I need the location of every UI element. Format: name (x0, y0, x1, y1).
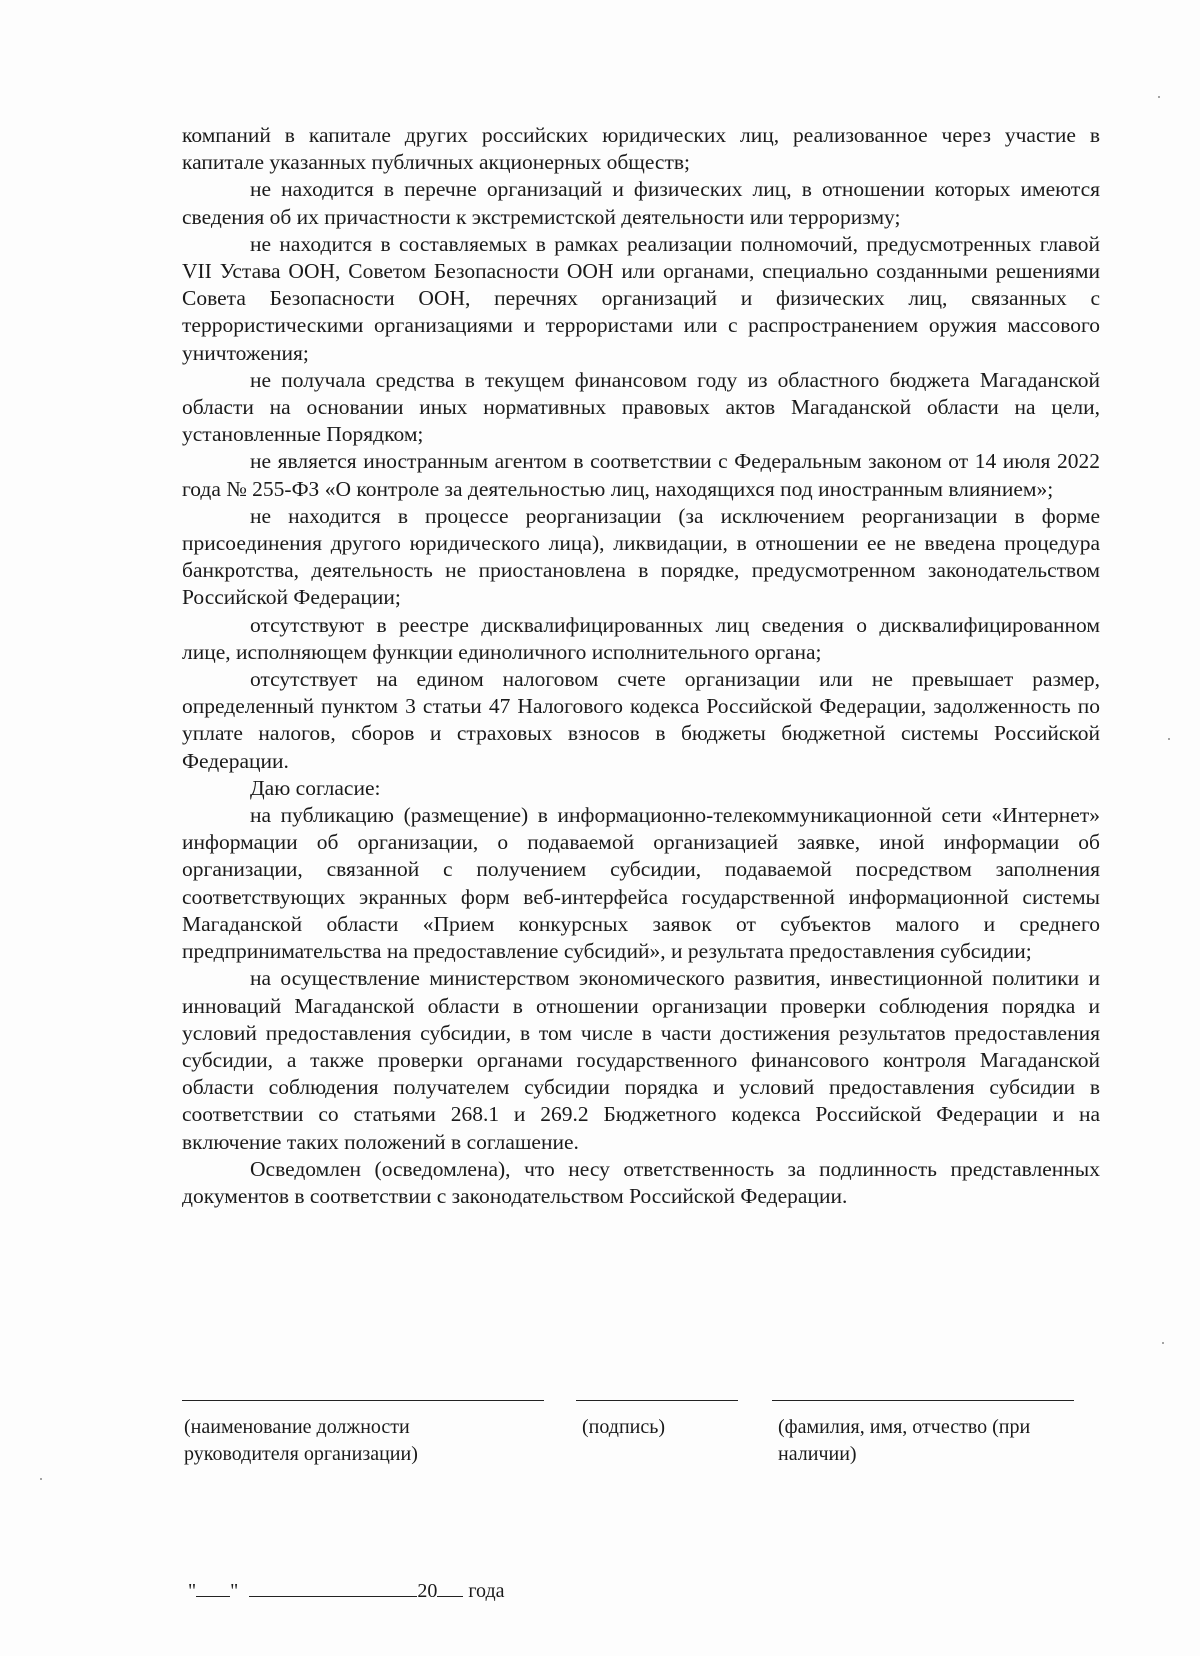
paragraph-2: не находится в перечне организаций и физических лиц, в отношении которых имеются сведения об их причастности к экстремистской деятельности или терроризму; (182, 177, 1100, 229)
full-name-caption-line-1: (фамилия, имя, отчество (при (778, 1416, 1031, 1438)
position-caption-line-2: руководителя организации) (184, 1443, 418, 1465)
paragraph-10: на публикацию (размещение) в информационно-телекоммуникационной сети «Интернет» информации об организации, о подаваемой организацией заявке, иной информации об организации, связанной с получением субсидии, подаваемой посредством заполнения соответствующих экранных форм веб-интерфейса государственной информационной системы Магаданской области «Прием конкурсных заявок от субъектов малого и среднего предпринимательства на предоставление субсидий», и результата предоставления субсидии; (182, 803, 1100, 964)
date-line (188, 1578, 505, 1603)
position-caption (184, 1414, 524, 1468)
signature-line (576, 1400, 738, 1401)
paragraph-9: Даю согласие: (250, 775, 381, 800)
full-name-caption (778, 1414, 1078, 1468)
paragraph-6: не находится в процессе реорганизации (за исключением реорганизации в форме присоединения другого юридического лица), ликвидации, в отношении ее не введена процедура банкротства, деятельность не приостановлена в порядке, предусмотренном законодательством Российской Федерации; (182, 503, 1100, 610)
scan-speck (1162, 1342, 1164, 1344)
paragraph-11: на осуществление министерством экономического развития, инвестиционной политики и инноваций Магаданской области в отношении организации проверки соблюдения порядка и условий предоставления субсидии, в том числе в части достижения результатов предоставления субсидии, а также проверки органами государственного финансового контроля Магаданской области соблюдения получателем субсидии порядка и условий предоставления субсидии в соответствии со статьями 268.1 и 269.2 Бюджетного кодекса Российской Федерации и на включение таких положений в соглашение. (182, 966, 1100, 1154)
date-year-blank (437, 1578, 463, 1597)
paragraph-4: не получала средства в текущем финансовом году из областного бюджета Магаданской области на основании иных нормативных правовых актов Магаданской области на цели, установленные Порядком; (182, 367, 1100, 447)
scan-speck (1168, 738, 1170, 740)
paragraph-7: отсутствуют в реестре дисквалифицированных лиц сведения о дисквалифицированном лице, исполняющем функции единоличного исполнительного органа; (182, 612, 1100, 664)
scan-speck (40, 1478, 42, 1480)
date-open-quote: " (188, 1580, 197, 1602)
paragraph-5: не является иностранным агентом в соответствии с Федеральным законом от 14 июля 2022 года № 255-ФЗ «О контроле за деятельностью лиц, находящихся под иностранным влиянием»; (182, 449, 1100, 501)
full-name-caption-line-2: наличии) (778, 1443, 857, 1465)
date-close-quote: " (230, 1580, 239, 1602)
signature-caption (582, 1414, 732, 1441)
full-name-signature-line (772, 1400, 1074, 1401)
date-month-blank (249, 1578, 417, 1597)
date-year-prefix: 20 (417, 1580, 438, 1602)
paragraph-12: Осведомлен (осведомлена), что несу ответственность за подлинность представленных документов в соответствии с законодательством Российской Федерации. (182, 1156, 1100, 1208)
paragraph-8: отсутствует на едином налоговом счете организации или не превышает размер, определенный пунктом 3 статьи 47 Налогового кодекса Российской Федерации, задолженность по уплате налогов, сборов и страховых взносов в бюджеты бюджетной системы Российской Федерации. (182, 667, 1100, 773)
date-suffix: года (468, 1580, 505, 1602)
date-day-blank (196, 1578, 230, 1597)
signature-caption-text: (подпись) (582, 1416, 666, 1438)
position-signature-line (182, 1400, 544, 1401)
scan-speck (1158, 96, 1160, 98)
paragraph-1: компаний в капитале других российских юридических лиц, реализованное через участие в капитале указанных публичных акционерных обществ; (182, 123, 1100, 175)
position-caption-line-1: (наименование должности (184, 1416, 410, 1438)
document-body (182, 122, 1100, 1210)
paragraph-3: не находится в составляемых в рамках реализации полномочий, предусмотренных главой VII Устава ООН, Советом Безопасности ООН или органами, специально созданными решениями Совета Безопасности ООН, перечнях организаций и физических лиц, связанных с террористическими организациями и террористами или с распространением оружия массового уничтожения; (182, 231, 1100, 365)
